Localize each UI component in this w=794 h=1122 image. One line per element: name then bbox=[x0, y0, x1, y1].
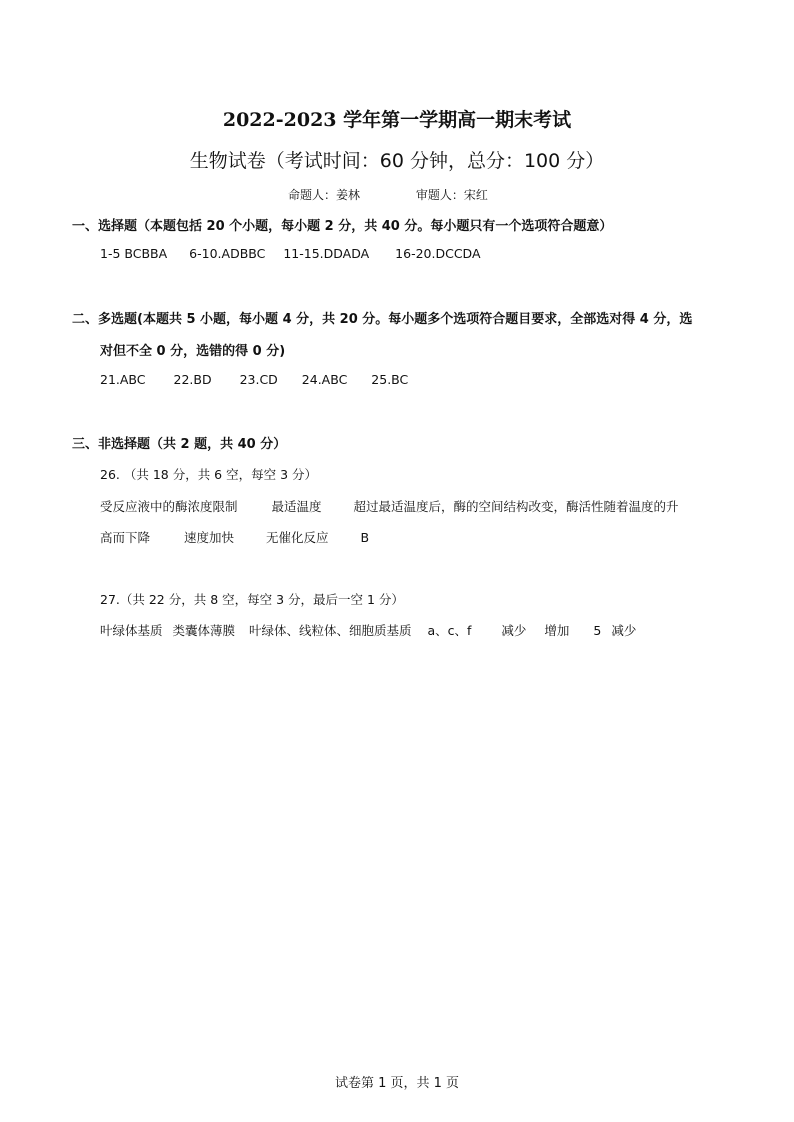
answer-item: 5 bbox=[593, 623, 602, 638]
answer-item: 6-10.ADBBC bbox=[189, 246, 266, 261]
setter: 命题人：姜林 bbox=[288, 188, 361, 202]
document-subtitle: 生物试卷（考试时间：60 分钟，总分：100 分） bbox=[189, 150, 605, 172]
answer-item: 最适温度 bbox=[271, 499, 322, 514]
q26-label: 26. （共 18 分，共 6 空，每空 3 分） bbox=[100, 467, 318, 482]
section1-heading: 一、选择题（本题包括 20 个小题，每小题 2 分，共 40 分。每小题只有一个选项符合题意） bbox=[72, 219, 613, 234]
answer-item: 超过最适温度后，酶的空间结构改变，酶活性随着温度的升 bbox=[353, 499, 679, 514]
q27-answers bbox=[100, 621, 636, 639]
answer-item: 速度加快 bbox=[184, 530, 235, 545]
section3-heading: 三、非选择题（共 2 题，共 40 分） bbox=[72, 437, 287, 452]
section1-answers bbox=[100, 246, 481, 261]
answer-item: B bbox=[360, 530, 370, 545]
answer-item: 25.BC bbox=[371, 372, 409, 387]
answer-item: 减少 bbox=[501, 623, 527, 638]
answer-item: 16-20.DCCDA bbox=[395, 246, 481, 261]
answer-item: 高而下降 bbox=[100, 530, 151, 545]
answer-item: 21.ABC bbox=[100, 372, 146, 387]
answer-item: 增加 bbox=[544, 623, 570, 638]
section2-answers bbox=[100, 372, 408, 387]
section2-heading-line1: 二、多选题(本题共 5 小题，每小题 4 分，共 20 分。每小题多个选项符合题目要求，全部选对得 4 分，选 bbox=[72, 312, 693, 327]
q26-line1 bbox=[100, 497, 679, 515]
page-footer: 试卷第 1 页，共 1 页 bbox=[334, 1076, 460, 1091]
answer-item: 类囊体薄膜 bbox=[172, 623, 236, 638]
answer-item: 23.CD bbox=[239, 372, 278, 387]
answer-item: a、c、f bbox=[427, 623, 472, 638]
authors bbox=[288, 186, 488, 203]
answer-item: 叶绿体基质 bbox=[100, 623, 163, 638]
reviewer: 审题人：宋红 bbox=[415, 188, 488, 202]
answer-item: 22.BD bbox=[173, 372, 212, 387]
answer-item: 减少 bbox=[611, 623, 637, 638]
section2-heading-line2: 对但不全 0 分，选错的得 0 分) bbox=[100, 344, 286, 359]
document-title: 2022-2023 学年第一学期高一期末考试 bbox=[222, 109, 572, 131]
q26-line2 bbox=[100, 528, 369, 546]
q27-label: 27.（共 22 分，共 8 空，每空 3 分，最后一空 1 分） bbox=[100, 592, 404, 607]
answer-item: 无催化反应 bbox=[266, 530, 329, 545]
answer-item: 24.ABC bbox=[301, 372, 348, 387]
answer-item: 受反应液中的酶浓度限制 bbox=[100, 499, 238, 514]
answer-item: 叶绿体、线粒体、细胞质基质 bbox=[249, 623, 412, 638]
answer-item: 11-15.DDADA bbox=[283, 246, 370, 261]
answer-item: 1-5 BCBBA bbox=[100, 246, 168, 261]
